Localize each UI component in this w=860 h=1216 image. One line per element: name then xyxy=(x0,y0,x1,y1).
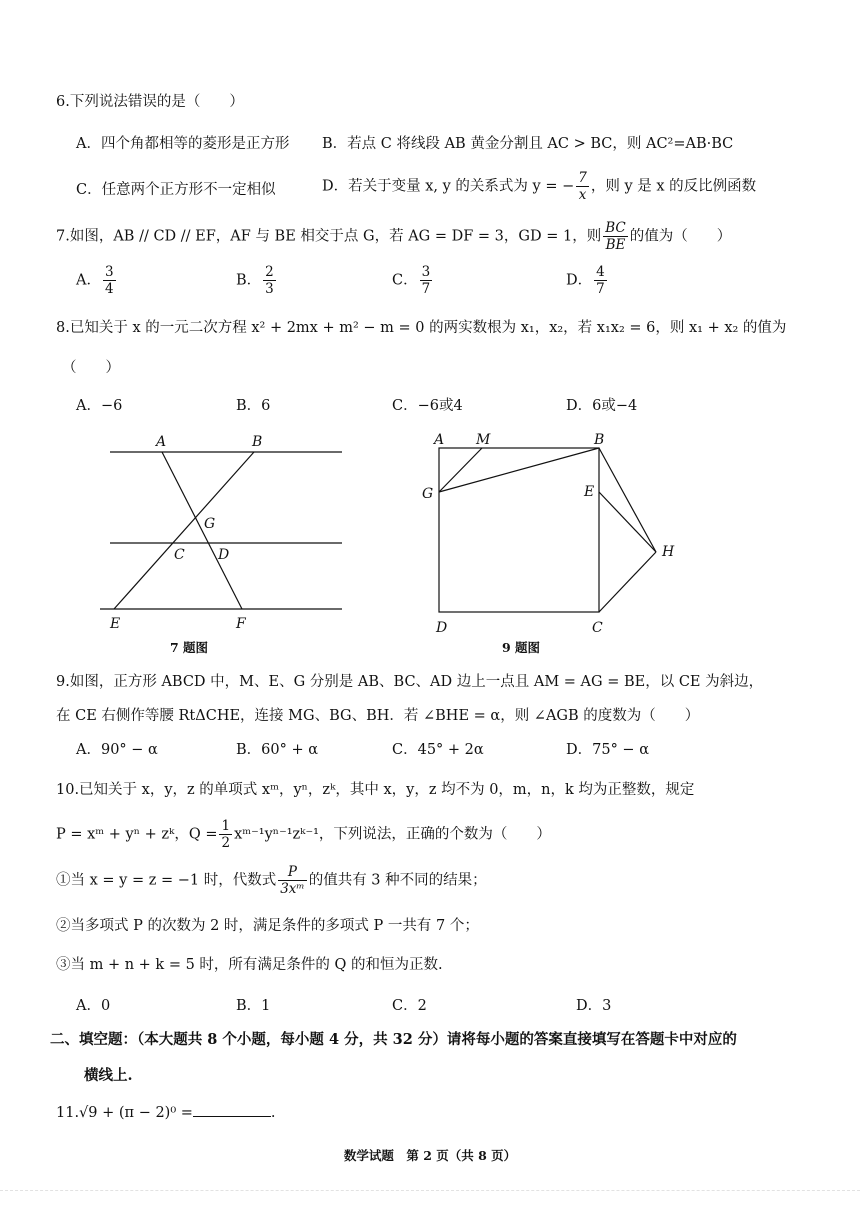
fig9-segment-ch xyxy=(599,552,656,612)
q6-stem: 6.下列说法错误的是（ ） xyxy=(56,94,244,110)
fig9-square-abcd xyxy=(439,448,599,612)
fig7-label-a: A xyxy=(156,434,167,450)
q9-option-a: A．90° − α xyxy=(76,742,158,758)
q11 xyxy=(56,1102,276,1123)
q6-d-post: ，则 y 是 x 的反比例函数 xyxy=(590,178,757,195)
q7-c-fraction xyxy=(420,264,433,297)
q7-a-num: 3 xyxy=(104,264,114,280)
q10-line-2-post: xᵐ⁻¹yⁿ⁻¹zᵏ⁻¹，下列说法，正确的个数为（ ） xyxy=(234,826,551,843)
q8-option-d: D．6或−4 xyxy=(566,398,638,414)
q10-s1-pre: ①当 x = y = z = −1 时，代数式 xyxy=(56,872,277,889)
q7-option-d xyxy=(566,264,609,297)
q6-option-b: B．若点 C 将线段 AB 黄金分割且 AC > BC，则 AC²=AB·BC xyxy=(322,136,734,152)
q6-d-fraction xyxy=(576,170,589,203)
fig7-label-f: F xyxy=(236,616,246,632)
q10-half-num: 1 xyxy=(221,818,231,834)
section-2-heading-cont: 横线上. xyxy=(84,1067,133,1084)
q8-paren: （ ） xyxy=(62,360,120,376)
q8-option-b: B．6 xyxy=(236,398,271,414)
fig9-label-m: M xyxy=(476,432,491,448)
q10-s1-fraction xyxy=(278,864,306,897)
q7-option-b xyxy=(236,264,278,297)
q9-line-2: 在 CE 右侧作等腰 RtΔCHE，连接 MG、BG、BH．若 ∠BHE = α，则 ∠AGB 的度数为（ ） xyxy=(56,708,700,724)
q8-stem: 8.已知关于 x 的一元二次方程 x² + 2mx + m² − m = 0 的两实数根为 x₁，x₂，若 x₁x₂ = 6，则 x₁ + x₂ 的值为 xyxy=(56,320,787,336)
q7-c-num: 3 xyxy=(421,264,431,280)
fig7-label-g: G xyxy=(204,516,216,532)
fig9-label-a: A xyxy=(434,432,445,448)
fig9-label-d: D xyxy=(436,620,448,636)
q7-a-fraction xyxy=(103,264,116,297)
q7-b-num: 2 xyxy=(265,264,274,280)
fig9-label-c: C xyxy=(592,620,603,636)
q7-stem-pre: 7.如图，AB // CD // EF，AF 与 BE 相交于点 G，若 AG = DF = 3，GD = 1，则 xyxy=(56,228,602,245)
q10-statement-2: ②当多项式 P 的次数为 2 时，满足条件的多项式 P 一共有 7 个； xyxy=(56,918,479,934)
fig7-label-b: B xyxy=(252,434,263,450)
q6-option-a: A．四个角都相等的菱形是正方形 xyxy=(76,136,290,152)
q6-d-pre: D．若关于变量 x, y 的关系式为 y = − xyxy=(322,178,575,195)
q7-stem xyxy=(56,220,731,253)
q7-d-fraction xyxy=(594,264,607,297)
q9-option-d: D．75° − α xyxy=(566,742,649,758)
q10-s1-post: 的值共有 3 种不同的结果； xyxy=(308,872,487,889)
figure-9 xyxy=(414,426,684,660)
q7-stem-num: BC xyxy=(605,220,626,236)
fig9-caption: 9 题图 xyxy=(502,640,541,655)
q11-period: . xyxy=(270,1105,276,1121)
q7-b-label: B． xyxy=(236,272,262,289)
q10-option-b: B．1 xyxy=(236,998,271,1014)
q10-line-1: 10.已知关于 x，y，z 的单项式 xᵐ，yⁿ，zᵏ，其中 x，y，z 均不为 0，m，n，k 均为正整数，规定 xyxy=(56,782,695,798)
q6-d-den: x xyxy=(578,187,587,203)
fig9-label-e: E xyxy=(584,484,595,500)
q6-option-d xyxy=(322,170,756,203)
q7-c-den: 7 xyxy=(421,281,431,297)
q10-option-a: A．0 xyxy=(76,998,111,1014)
q7-stem-fraction xyxy=(603,220,628,253)
q10-statement-1 xyxy=(56,864,487,897)
figure-7 xyxy=(96,430,346,660)
q7-a-label: A． xyxy=(76,272,101,289)
q7-d-den: 7 xyxy=(596,281,605,297)
q9-option-c: C．45° + 2α xyxy=(392,742,484,758)
fig9-segment-bg xyxy=(439,448,599,492)
q10-option-d: D．3 xyxy=(576,998,612,1014)
q11-answer-blank xyxy=(193,1102,271,1117)
fig7-label-e: E xyxy=(110,616,121,632)
page-bottom-divider xyxy=(0,1190,860,1191)
fig7-segment-be xyxy=(114,452,254,609)
fig9-segment-bh xyxy=(599,448,656,552)
q7-option-a xyxy=(76,264,118,297)
q7-b-den: 3 xyxy=(265,281,274,297)
q10-half-den: 2 xyxy=(221,835,231,851)
q10-line-2 xyxy=(56,818,551,851)
q10-option-c: C．2 xyxy=(392,998,427,1014)
q10-statement-3: ③当 m + n + k = 5 时，所有满足条件的 Q 的和恒为正数. xyxy=(56,957,443,973)
fig9-segment-mg xyxy=(439,448,482,492)
q9-line-1: 9.如图，正方形 ABCD 中，M、E、G 分别是 AB、BC、AD 边上一点且 AM = AG = BE，以 CE 为斜边， xyxy=(56,674,764,690)
fig9-label-b: B xyxy=(594,432,605,448)
q11-expression: 11.√9 + (π − 2)⁰ = xyxy=(56,1105,193,1121)
q8-option-c: C．−6或4 xyxy=(392,398,463,414)
q10-line-2-pre: P = xᵐ + yⁿ + zᵏ，Q = xyxy=(56,826,218,843)
fig9-label-g: G xyxy=(422,486,434,502)
q9-option-b: B．60° + α xyxy=(236,742,319,758)
q7-stem-post: 的值为（ ） xyxy=(629,228,732,245)
q7-option-c xyxy=(392,264,434,297)
fig7-segment-af xyxy=(162,452,242,609)
fig7-label-c: C xyxy=(174,547,185,563)
q8-option-a: A．−6 xyxy=(76,398,123,414)
q10-s1-den: 3xᵐ xyxy=(280,881,305,897)
q7-c-label: C． xyxy=(392,272,418,289)
fig7-caption: 7 题图 xyxy=(170,640,209,655)
q10-half-fraction xyxy=(219,818,232,851)
q6-d-num: 7 xyxy=(578,170,587,186)
q7-a-den: 4 xyxy=(104,281,114,297)
fig9-label-h: H xyxy=(662,544,675,560)
q7-d-label: D． xyxy=(566,272,593,289)
q7-b-fraction xyxy=(263,264,276,297)
q6-option-c: C．任意两个正方形不一定相似 xyxy=(76,182,276,198)
q10-s1-num: P xyxy=(278,864,306,881)
q7-stem-den: BE xyxy=(605,237,626,253)
section-2-heading: 二、填空题：（本大题共 8 个小题，每小题 4 分，共 32 分）请将每小题的答案直接填写在答题卡中对应的 xyxy=(50,1031,737,1048)
q7-d-num: 4 xyxy=(596,264,605,280)
page-footer: 数学试题 第 2 页（共 8 页） xyxy=(343,1148,517,1163)
fig7-label-d: D xyxy=(218,547,230,563)
